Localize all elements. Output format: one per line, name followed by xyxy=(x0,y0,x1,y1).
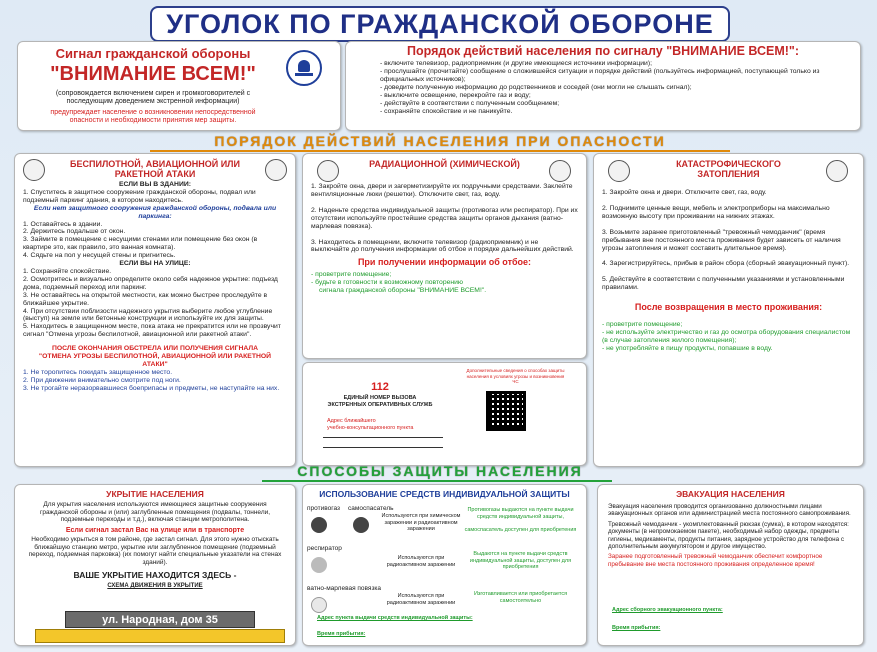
air-title: БЕСПИЛОТНОЙ, АВИАЦИОННОЙ ИЛИ РАКЕТНОЙ АТАКИ xyxy=(70,159,240,179)
ppe-item-respirator: респиратор xyxy=(307,545,342,552)
flood-panel xyxy=(593,153,864,467)
flood-title: КАТАСТРОФИЧЕСКОГО ЗАТОПЛЕНИЯ xyxy=(676,159,781,179)
plane-icon xyxy=(23,159,45,181)
evac-p3: Заранее подготовленный тревожный чемоданчик обеспечит комфортное пребывание вне места постоянного проживания определенное время! xyxy=(608,553,823,568)
evac-title: ЭВАКУАЦИЯ НАСЕЛЕНИЯ xyxy=(676,489,785,499)
air-s5: 5. Находитесь в защищенном месте, пока атака не прекратится или не прозвучит сигнал "Отмена угрозы беспилотной, авиационной или ракетной атаки". xyxy=(23,323,281,339)
air-s3: 3. Не оставайтесь на открытой местности, как можно быстрее проследуйте в ближайшее укрытие. xyxy=(23,291,268,307)
shelter-p2: Необходимо укрыться в том районе, где застал сигнал. Для этого нужно отыскать ближайшую станцию метро, укрытие или заглубленное помещение (подземный переход, подземная парковка) (их помогут найти специальные указатели на стенах зданий). xyxy=(28,536,282,566)
ppe-panel xyxy=(302,484,587,646)
flood-p3: 3. Возьмите заранее приготовленный "тревожный чемоданчик" (время пребывания вне постоянного места проживания будет зависеть от наличия угрозы затопления и может составить длительное время). xyxy=(602,228,841,252)
order-title: Порядок действий населения по сигналу "ВНИМАНИЕ ВСЕМ!": xyxy=(407,44,799,58)
gas-mask-icon xyxy=(311,517,327,533)
rad-g3: сигнала гражданской обороны "ВНИМАНИЕ ВСЕМ!". xyxy=(319,287,487,295)
flood-g3: - не употребляйте в пищу продукты, попавшие в воду. xyxy=(602,344,773,352)
air-s4: 4. При отсутствии поблизости надежного укрытия выберите любое углубление (выступ) на земле или бетонные конструкции и используйте их для защиты. xyxy=(23,307,273,323)
ppe-use3: Используются при радиоактивном заражении xyxy=(386,593,456,606)
emergency-t4: учебно-консультационного пункта xyxy=(327,425,414,431)
flood-g1: - проветрите помещение; xyxy=(602,321,683,329)
flood-p5: 5. Действуйте в соответствии с полученными указаниями и установленными правилами. xyxy=(602,276,845,292)
ppe-footer-address: Адрес пункта выдачи средств индивидуальной защиты: xyxy=(317,615,473,621)
evac-footer-address: Адрес сборного эвакуационного пункта: xyxy=(612,607,723,613)
list-item: - сохраняйте спокойствие и не паникуйте. xyxy=(380,108,513,115)
radiation-panel xyxy=(302,153,587,359)
list-item: - включите телевизор, радиоприемник (и другие имеющиеся источники информации); xyxy=(380,60,652,67)
ppe-footer-time: Время прибытия: xyxy=(317,631,366,637)
evacuation-panel xyxy=(597,484,864,646)
air-h1: ЕСЛИ ВЫ В ЗДАНИИ: xyxy=(118,181,191,188)
drone-icon xyxy=(265,159,287,181)
ppe-where1: Противогазы выдаются на пункте выдачи средств индивидуальной защиты, xyxy=(467,507,574,520)
shelter-p1: Для укрытия населения используются имеющиеся защитные сооружения гражданской обороны и (или) заглубленные помещения (подвалы, тоннели, подземные переходы и т.д.), включая станции метрополитена. xyxy=(39,501,271,523)
rad-h: При получении информации об отбое: xyxy=(357,257,532,268)
field-line xyxy=(323,447,443,448)
shelter-panel xyxy=(14,484,296,646)
air-a3: 3. Не трогайте неразорвавшиеся боеприпасы и предметы, не наступайте на них. xyxy=(23,384,280,392)
emergency-number: 112 xyxy=(371,381,389,393)
list-item: - выключите освещение, перекройте газ и воду; xyxy=(380,92,531,99)
divider xyxy=(150,150,730,152)
emergency-panel xyxy=(302,362,587,466)
air-p2: 1. Оставайтесь в здании. xyxy=(23,220,103,228)
evac-p2: Тревожный чемоданчик - укомплектованный рюкзак (сумка), в котором находятся: документы (в непромокаемом пакете), необходимый набор одежды, предметы гигиены, медикаменты, продукты питания, зарядное устройство для телефона с дополнительным аккумулятором и другое имущество. xyxy=(608,520,849,551)
signal-warning: предупреждает население о возникновении непосредственной опасности и необходимости принятия мер защиты. xyxy=(50,109,256,124)
air-p3: 2. Держитесь подальше от окон. xyxy=(23,228,126,236)
ppe-item-selfrescuer: самоспасатель xyxy=(348,505,394,512)
ppe-title: ИСПОЛЬЗОВАНИЕ СРЕДСТВ ИНДИВИДУАЛЬНОЙ ЗАЩИТЫ xyxy=(319,489,570,499)
section-heading-protection: СПОСОБЫ ЗАЩИТЫ НАСЕЛЕНИЯ xyxy=(297,463,583,479)
air-a1: 1. Не торопитесь покидать защищенное место. xyxy=(23,368,173,376)
signal-panel xyxy=(17,41,341,131)
qr-text: Дополнительные сведения о способах защиты населения в условиях угрозы и возникновения ЧС xyxy=(466,368,565,384)
shelter-h3: СХЕМА ДВИЖЕНИЯ В УКРЫТИЕ xyxy=(107,583,203,589)
list-item: - действуйте в соответствии с полученным сообщением; xyxy=(380,100,560,107)
shelter-title: УКРЫТИЕ НАСЕЛЕНИЯ xyxy=(106,489,204,499)
emergency-t1: ЕДИНЫЙ НОМЕР ВЫЗОВА xyxy=(343,395,417,401)
air-p5: 4. Сядьте на пол у несущей стены и пригнитесь. xyxy=(23,252,176,260)
air-p4: 3. Займите в помещение с несущими стенами или помещение без окон (в квартире это, как правило, это ванная комната). xyxy=(23,236,258,252)
ppe-item-gasmask: противогаз xyxy=(307,505,340,512)
evac-footer-time: Время прибытия: xyxy=(612,625,661,631)
ppe-where2: самоспасатель доступен для приобретения xyxy=(464,527,577,533)
section-heading-actions: ПОРЯДОК ДЕЙСТВИЙ НАСЕЛЕНИЯ ПРИ ОПАСНОСТИ xyxy=(214,133,666,149)
radiation-icon xyxy=(549,160,571,182)
air-h2: ЕСЛИ ВЫ НА УЛИЦЕ: xyxy=(119,260,191,268)
shelter-h: Если сигнал застал Вас на улице или в транспорте xyxy=(65,526,245,534)
flood-p4: 4. Зарегистрируйтесь, прибыв в район сбора (сборный эвакуационный пункт). xyxy=(602,260,850,268)
divider xyxy=(262,480,612,482)
list-item: - доведите полученную информацию до родственников и соседей (они могли не слышать сигнал); xyxy=(380,84,692,91)
flood-p2: 2. Поднимите ценные вещи, мебель и электроприборы на максимально возможную высоту при проживании на нижних этажах. xyxy=(602,204,830,220)
ppe-item-bandage: ватно-марлевая повязка xyxy=(307,585,382,592)
rad-p1: 1. Закройте окна, двери и загерметизируйте их подручными средствами. Заклейте вентиляционные люки (решетки). Отключите свет, газ, воду. xyxy=(311,183,573,198)
rad-p2: 2. Наденьте средства индивидуальной защиты (противогаз или респиратор). При их отсутствии используйте простейшие средства защиты органов дыхания (ватно-марлевая повязка). xyxy=(311,206,578,230)
emergency-t3: Адрес ближайшего xyxy=(327,418,376,424)
self-rescuer-icon xyxy=(353,517,369,533)
rad-p3: 3. Находитесь в помещении, включите телевизор (радиоприемник) и не выключайте до получения информации об отбое и порядке дальнейших действий. xyxy=(311,238,574,254)
ppe-where4: Изготавливается или приобретается самостоятельно xyxy=(473,591,568,604)
emergency-t2: ЭКСТРЕННЫХ ОПЕРАТИВНЫХ СЛУЖБ xyxy=(327,402,433,408)
air-p1b: Если нет защитного сооружения гражданской обороны, подвала или паркинга: xyxy=(33,204,277,220)
signal-name: "ВНИМАНИЕ ВСЕМ!" xyxy=(50,63,256,85)
flood-icon xyxy=(826,160,848,182)
qr-code xyxy=(486,391,526,431)
building-icon xyxy=(608,160,630,182)
signal-line1: Сигнал гражданской обороны xyxy=(55,46,251,61)
shelter-h2: ВАШЕ УКРЫТИЕ НАХОДИТСЯ ЗДЕСЬ - xyxy=(73,570,237,580)
ppe-where3: Выдаются на пункте выдачи средств индивидуальной защиты, доступен для приобретения xyxy=(469,551,572,570)
air-p1: 1. Спуститесь в защитное сооружение гражданской обороны, подвал или подземный паркинг здания, в котором находитесь. xyxy=(23,188,256,204)
evac-p1: Эвакуация населения проводится организованно должностными лицами эвакуационных органов или администрацией места постоянного самопроживания. xyxy=(608,503,851,518)
flood-h: После возвращения в место проживания: xyxy=(634,302,823,313)
siren-icon xyxy=(286,50,322,86)
shelter-address: ул. Народная, дом 35 xyxy=(65,611,255,628)
ppe-use1: Используются при химическом заражении и радиоактивном заражении xyxy=(381,513,461,532)
flood-p1: 1. Закройте окна и двери. Отключите свет, газ, воду. xyxy=(602,189,767,196)
radiation-title: РАДИАЦИОННОЙ (ХИМИЧЕСКОЙ) xyxy=(369,159,520,169)
flood-g2: - не используйте электричество и газ до осмотра оборудования специалистом (в случае затопления жилого помещения); xyxy=(602,329,851,344)
air-s1: 1. Сохраняйте спокойствие. xyxy=(23,267,112,275)
respirator-icon xyxy=(311,557,327,573)
route-map xyxy=(35,629,285,643)
ppe-use2: Используются при радиоактивном заражении xyxy=(386,555,456,568)
order-panel xyxy=(345,41,861,131)
rad-g2: - будьте в готовности к возможному повторению xyxy=(311,279,464,287)
order-list xyxy=(380,60,820,116)
air-s2: 2. Осмотритесь и визуально определите около себя надежное укрытие: подъезд дома, подземный переход или паркинг. xyxy=(23,275,278,291)
bandage-icon xyxy=(311,597,327,613)
air-after: ПОСЛЕ ОКОНЧАНИЯ ОБСТРЕЛА ИЛИ ПОЛУЧЕНИЯ СИГНАЛА "ОТМЕНА УГРОЗЫ БЕСПИЛОТНОЙ, АВИАЦИОННОЙ ИЛИ РАКЕТНОЙ АТАКИ" xyxy=(38,345,272,368)
list-item: - прослушайте (прочитайте) сообщение о сложившейся ситуации и порядке действий (пользуйтесь информацией, поступающей только из официальных источников); xyxy=(380,68,820,83)
air-a2: 2. При движении внимательно смотрите под ноги. xyxy=(23,376,181,384)
field-line xyxy=(323,437,443,438)
page-title: УГОЛОК ПО ГРАЖДАНСКОЙ ОБОРОНЕ xyxy=(150,6,730,42)
air-attack-panel xyxy=(14,153,296,467)
signal-note: (сопровождается включением сирен и громкоговорителей с последующим доведением экстренной информации) xyxy=(55,90,251,105)
gas-mask-icon xyxy=(317,160,339,182)
rad-g1: - проветрите помещение; xyxy=(311,271,392,279)
